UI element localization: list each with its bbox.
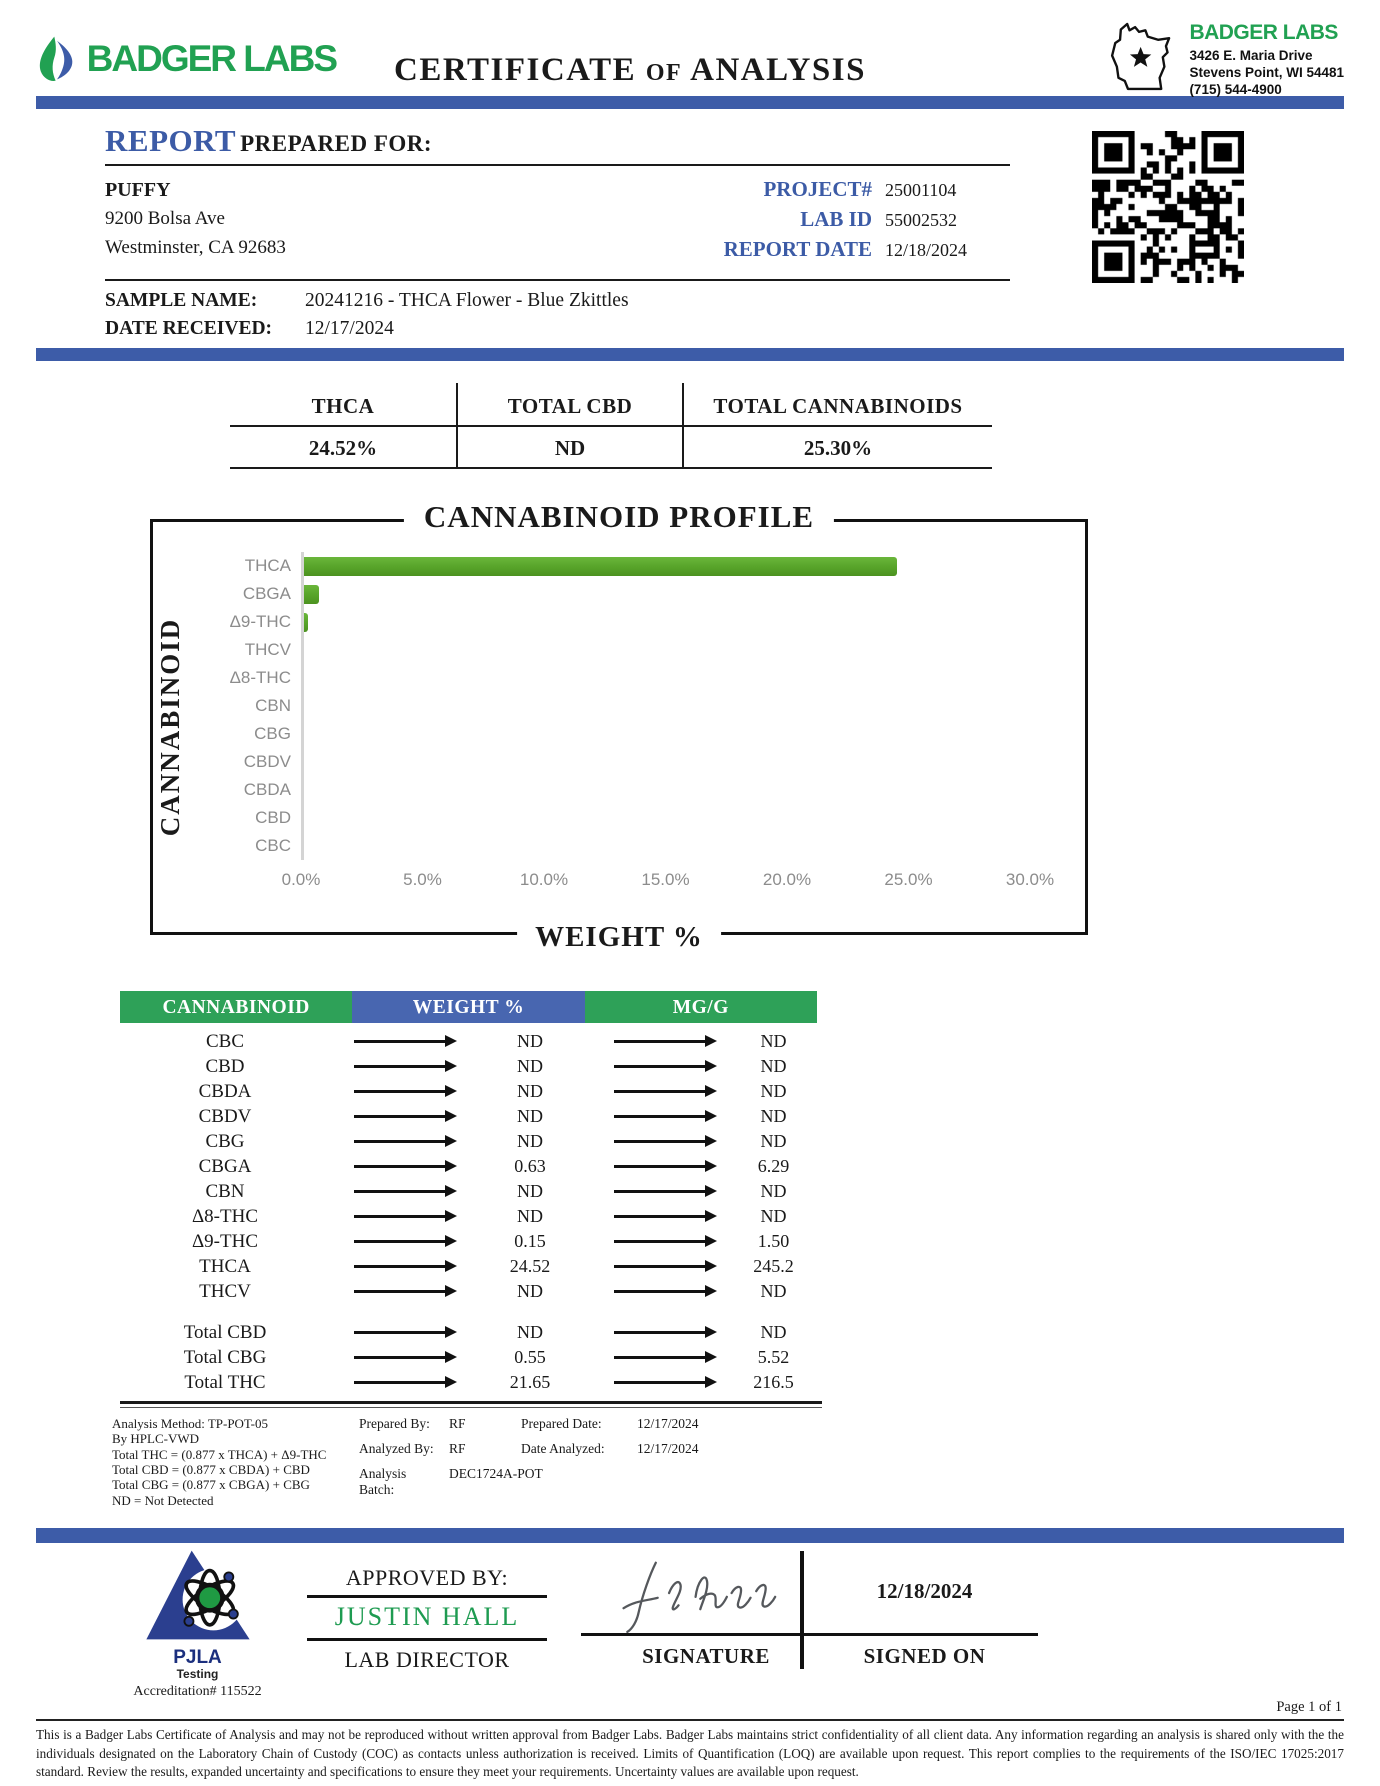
lab-address-line2: Stevens Point, WI 54481 xyxy=(1189,64,1344,80)
analysis-batch-value: DEC1724A-POT xyxy=(449,1466,543,1481)
chart-category-label: CBC xyxy=(255,836,291,855)
mg-g-value: 6.29 xyxy=(757,1156,790,1176)
divider-bar-mid xyxy=(36,348,1344,361)
analyte-name: Total CBD xyxy=(183,1321,267,1343)
accreditation-number: Accreditation# 115522 xyxy=(133,1683,262,1699)
weight-percent-value: 21.65 xyxy=(509,1372,551,1392)
report-heading xyxy=(105,123,1010,166)
results-table-rows xyxy=(120,1029,817,1304)
arrow-icon xyxy=(590,1065,730,1068)
mg-g-value: 216.5 xyxy=(753,1372,794,1392)
chart-bar-row xyxy=(304,832,1030,860)
chart-category-label: CBG xyxy=(254,724,291,743)
chart-category-label: Δ9-THC xyxy=(229,612,291,631)
header-mg-g: MG/G xyxy=(585,991,817,1023)
analyte-name: CBD xyxy=(205,1055,245,1077)
weight-percent-value: ND xyxy=(517,1031,543,1051)
method-note-line: Total CBD = (0.877 x CBDA) + CBD xyxy=(112,1461,310,1477)
weight-percent-value: 0.55 xyxy=(514,1347,546,1367)
mg-g-value: ND xyxy=(760,1281,787,1301)
analyzed-by-value: RF xyxy=(449,1441,466,1456)
summary-value: 24.52% xyxy=(230,427,456,469)
analyte-name: Δ8-THC xyxy=(191,1205,259,1227)
date-analyzed-value: 12/17/2024 xyxy=(637,1441,699,1456)
chart-category-label: CBGA xyxy=(242,584,291,603)
approved-by-label: APPROVED BY: xyxy=(307,1565,547,1598)
analyte-name: CBG xyxy=(205,1130,245,1152)
analyte-name: THCV xyxy=(199,1280,251,1302)
prepared-date-value: 12/17/2024 xyxy=(637,1416,699,1431)
analyte-name: CBDA xyxy=(198,1080,252,1102)
chart-category-label: CBN xyxy=(255,696,291,715)
table-row xyxy=(120,1229,817,1254)
chart-bar xyxy=(304,613,308,632)
disclaimer-text: This is a Badger Labs Certificate of Analysis and may not be reproduced without written approval from Badger Labs. Badger Labs maintains strict confidentiality of all client data. Any information regarding an analysis is shared only with the the individuals designated on the Laboratory Chain of Custody (COC) as contacts unless authorization is received. Limits of Quantification (LOQ) are available upon request. This report complies to the requirements of the ISO/IEC 17025:2017 standard. Review the results, expanded uncertainty and specifications to ensure they meet your requirements. Uncertainty values are available upon request. xyxy=(36,1727,1344,1780)
analyte-name: Δ9-THC xyxy=(191,1230,259,1252)
footer-vertical-divider xyxy=(800,1551,804,1669)
mg-g-value: 1.50 xyxy=(757,1231,790,1251)
mg-g-value: 245.2 xyxy=(753,1256,794,1276)
disclaimer-divider xyxy=(36,1719,1344,1721)
arrow-icon xyxy=(330,1140,470,1143)
meta-value: 25001104 xyxy=(885,180,957,200)
arrow-icon xyxy=(330,1040,470,1043)
chart-bar-row xyxy=(304,608,1030,636)
approver-name: JUSTIN HALL xyxy=(307,1598,547,1641)
summary-label: THCA xyxy=(230,383,456,427)
chart-bar-row xyxy=(304,692,1030,720)
arrow-icon xyxy=(590,1190,730,1193)
meta-row xyxy=(702,177,1010,202)
badger-labs-logo xyxy=(36,27,336,91)
arrow-icon xyxy=(330,1265,470,1268)
analyte-name: CBGA xyxy=(198,1155,252,1177)
analyzed-by-label: Analyzed By: xyxy=(359,1441,434,1456)
divider-bar-footer xyxy=(36,1528,1344,1543)
lab-phone: (715) 544-4900 xyxy=(1189,82,1282,98)
chart-bar-row xyxy=(304,664,1030,692)
chart-category-label: THCV xyxy=(244,640,291,659)
results-table-totals xyxy=(120,1320,817,1395)
arrow-icon xyxy=(330,1356,470,1359)
mg-g-value: 5.52 xyxy=(757,1347,790,1367)
summary-label: TOTAL CBD xyxy=(458,383,682,427)
arrow-icon xyxy=(590,1331,730,1334)
sample-block xyxy=(105,281,1344,340)
pjla-accreditation-logo xyxy=(100,1547,295,1699)
analyte-name: Total CBG xyxy=(183,1346,267,1368)
client-name: PUFFY xyxy=(105,179,171,201)
chart-tick-label: 10.0% xyxy=(519,870,569,889)
arrow-icon xyxy=(330,1290,470,1293)
lab-address-block xyxy=(924,20,1344,99)
title-certificate: CERTIFICATE xyxy=(394,51,637,88)
chart-bars-area xyxy=(301,552,1030,860)
chart-tick-label: 5.0% xyxy=(403,870,442,889)
potency-summary-table xyxy=(230,383,992,469)
table-row xyxy=(120,1104,817,1129)
method-note-line: Analysis Method: TP-POT-05 xyxy=(112,1416,269,1431)
title-analysis: ANALYSIS xyxy=(690,51,866,88)
chart-title: CANNABINOID PROFILE xyxy=(404,499,834,535)
prepared-date-label: Prepared Date: xyxy=(521,1416,602,1431)
chart-bar-row xyxy=(304,804,1030,832)
table-row xyxy=(120,1079,817,1104)
table-row xyxy=(120,1204,817,1229)
analyte-name: CBN xyxy=(205,1180,245,1202)
cannabinoid-profile-chart xyxy=(150,499,1088,953)
mg-g-value: ND xyxy=(760,1206,787,1226)
weight-percent-value: ND xyxy=(517,1056,543,1076)
method-note-line: ND = Not Detected xyxy=(112,1492,214,1508)
arrow-icon xyxy=(590,1040,730,1043)
arrow-icon xyxy=(330,1240,470,1243)
meta-value: 55002532 xyxy=(885,210,957,230)
weight-percent-value: ND xyxy=(517,1181,543,1201)
date-analyzed-label: Date Analyzed: xyxy=(521,1441,605,1456)
arrow-icon xyxy=(590,1290,730,1293)
table-row xyxy=(120,1254,817,1279)
approved-by-block xyxy=(307,1565,547,1673)
mg-g-value: ND xyxy=(760,1131,787,1151)
weight-percent-value: ND xyxy=(517,1281,543,1301)
meta-label: LAB ID xyxy=(800,207,872,231)
chart-tick-label: 0.0% xyxy=(281,870,321,889)
table-row xyxy=(120,1054,817,1079)
signed-on-block xyxy=(811,1549,1038,1669)
pjla-sub: Testing xyxy=(176,1667,219,1682)
chart-tick-label: 25.0% xyxy=(884,870,933,889)
chart-tick-label: 30.0% xyxy=(1005,870,1055,889)
prepared-by-value: RF xyxy=(449,1416,466,1431)
brand-wordmark: BADGER LABS xyxy=(86,38,336,79)
summary-value: 25.30% xyxy=(684,427,992,469)
table-row xyxy=(120,1154,817,1179)
table-row xyxy=(120,1345,817,1370)
table-row xyxy=(120,1320,817,1345)
summary-column xyxy=(456,383,682,469)
weight-percent-value: 0.15 xyxy=(514,1231,546,1251)
weight-percent-value: ND xyxy=(517,1322,543,1342)
arrow-icon xyxy=(590,1215,730,1218)
summary-column xyxy=(682,383,992,469)
summary-label: TOTAL CANNABINOIDS xyxy=(684,383,992,427)
client-address-line2: Westminster, CA 92683 xyxy=(105,236,286,258)
analysis-batch-label: Analysis Batch: xyxy=(359,1466,407,1497)
weight-percent-value: ND xyxy=(517,1206,543,1226)
analyte-name: CBC xyxy=(205,1030,245,1052)
arrow-icon xyxy=(330,1331,470,1334)
wisconsin-map-icon xyxy=(1103,20,1183,96)
signature-label: SIGNATURE xyxy=(642,1644,770,1668)
report-heading-black: PREPARED FOR: xyxy=(240,131,433,156)
chart-category-label: CBDA xyxy=(243,780,291,799)
report-heading-blue: REPORT xyxy=(105,123,237,158)
arrow-icon xyxy=(590,1356,730,1359)
chart-bar xyxy=(304,585,319,604)
signed-on-date: 12/18/2024 xyxy=(811,1549,1038,1636)
header xyxy=(0,0,1380,98)
arrow-icon xyxy=(330,1115,470,1118)
results-table xyxy=(120,991,817,1395)
sample-name-label: SAMPLE NAME: xyxy=(105,290,258,311)
weight-percent-value: ND xyxy=(517,1106,543,1126)
meta-row xyxy=(702,237,1010,262)
weight-percent-value: ND xyxy=(517,1131,543,1151)
header-cannabinoid: CANNABINOID xyxy=(120,991,352,1023)
results-table-header xyxy=(120,991,817,1023)
lab-address-line1: 3426 E. Maria Drive xyxy=(1189,47,1313,63)
chart-category-label: CBDV xyxy=(243,752,291,771)
date-received-value: 12/17/2024 xyxy=(305,318,394,339)
arrow-icon xyxy=(590,1140,730,1143)
arrow-icon xyxy=(590,1165,730,1168)
weight-percent-value: 0.63 xyxy=(514,1156,546,1176)
method-note-line: By HPLC-VWD xyxy=(112,1431,200,1447)
footnotes xyxy=(112,1416,1380,1508)
header-weight-percent: WEIGHT % xyxy=(352,991,584,1023)
arrow-icon xyxy=(330,1065,470,1068)
report-meta xyxy=(702,175,1010,267)
signature-block xyxy=(581,1549,831,1669)
arrow-icon xyxy=(330,1090,470,1093)
arrow-icon xyxy=(590,1265,730,1268)
title-of: OF xyxy=(645,59,683,86)
summary-value: ND xyxy=(458,427,682,469)
signature-icon xyxy=(616,1555,796,1633)
date-received-label: DATE RECEIVED: xyxy=(105,318,273,339)
signed-on-label: SIGNED ON xyxy=(863,1644,986,1668)
table-row xyxy=(120,1279,817,1304)
lab-name: BADGER LABS xyxy=(1189,20,1338,44)
page-number: Page 1 of 1 xyxy=(1276,1699,1342,1715)
meta-label: REPORT DATE xyxy=(723,237,872,261)
method-note-line: Total THC = (0.877 x THCA) + Δ9-THC xyxy=(112,1446,327,1462)
mg-g-value: ND xyxy=(760,1056,787,1076)
chart-x-axis-ticks xyxy=(281,860,1055,894)
arrow-icon xyxy=(330,1165,470,1168)
arrow-icon xyxy=(330,1190,470,1193)
summary-column xyxy=(230,383,456,469)
chart-tick-label: 15.0% xyxy=(641,870,690,889)
chart-category-label: CBD xyxy=(255,808,291,827)
method-notes xyxy=(112,1416,347,1508)
chart-category-label: Δ8-THC xyxy=(229,668,291,687)
leaf-icon xyxy=(36,27,77,91)
chart-bar-row xyxy=(304,748,1030,776)
chart-bar-row xyxy=(304,776,1030,804)
table-row xyxy=(120,1029,817,1054)
page-title xyxy=(336,30,924,89)
table-bottom-rule xyxy=(120,1401,822,1408)
approver-title: LAB DIRECTOR xyxy=(344,1647,510,1672)
footer xyxy=(0,1528,1380,1786)
client-address-line1: 9200 Bolsa Ave xyxy=(105,208,225,229)
client-block xyxy=(105,175,286,267)
chart-category-label: THCA xyxy=(244,556,291,575)
meta-label: PROJECT# xyxy=(763,177,872,201)
method-note-line: Total CBG = (0.877 x CBGA) + CBG xyxy=(112,1477,310,1493)
chart-bar-row xyxy=(304,636,1030,664)
arrow-icon xyxy=(330,1215,470,1218)
weight-percent-value: ND xyxy=(517,1081,543,1101)
arrow-icon xyxy=(330,1381,470,1384)
analyte-name: Total THC xyxy=(184,1371,266,1393)
meta-value: 12/18/2024 xyxy=(885,240,968,260)
chart-bar-row xyxy=(304,580,1030,608)
mg-g-value: ND xyxy=(760,1031,787,1051)
analyte-name: THCA xyxy=(199,1255,251,1277)
chart-bar xyxy=(304,557,897,576)
prepared-by-label: Prepared By: xyxy=(359,1416,430,1431)
weight-percent-value: 24.52 xyxy=(509,1256,551,1276)
pjla-org: PJLA xyxy=(173,1646,222,1668)
qr-code xyxy=(1092,131,1244,283)
table-row xyxy=(120,1129,817,1154)
table-row xyxy=(120,1370,817,1395)
arrow-icon xyxy=(590,1115,730,1118)
chart-bar-row xyxy=(304,552,1030,580)
pjla-logo-icon xyxy=(139,1547,257,1643)
chart-x-axis-label: WEIGHT % xyxy=(517,921,721,954)
chart-bar-row xyxy=(304,720,1030,748)
report-prepared-for-section xyxy=(36,123,1344,340)
mg-g-value: ND xyxy=(760,1322,787,1342)
arrow-icon xyxy=(590,1090,730,1093)
table-row xyxy=(120,1179,817,1204)
meta-row xyxy=(702,207,1010,232)
mg-g-value: ND xyxy=(760,1106,787,1126)
chart-category-labels xyxy=(193,552,301,894)
analyte-name: CBDV xyxy=(198,1105,252,1127)
mg-g-value: ND xyxy=(760,1181,787,1201)
arrow-icon xyxy=(590,1381,730,1384)
mg-g-value: ND xyxy=(760,1081,787,1101)
sample-name-value: 20241216 - THCA Flower - Blue Zkittles xyxy=(305,290,629,311)
analysis-meta xyxy=(359,1416,699,1508)
arrow-icon xyxy=(590,1240,730,1243)
chart-y-axis-label: CANNABINOID xyxy=(155,617,185,837)
chart-tick-label: 20.0% xyxy=(762,870,812,889)
